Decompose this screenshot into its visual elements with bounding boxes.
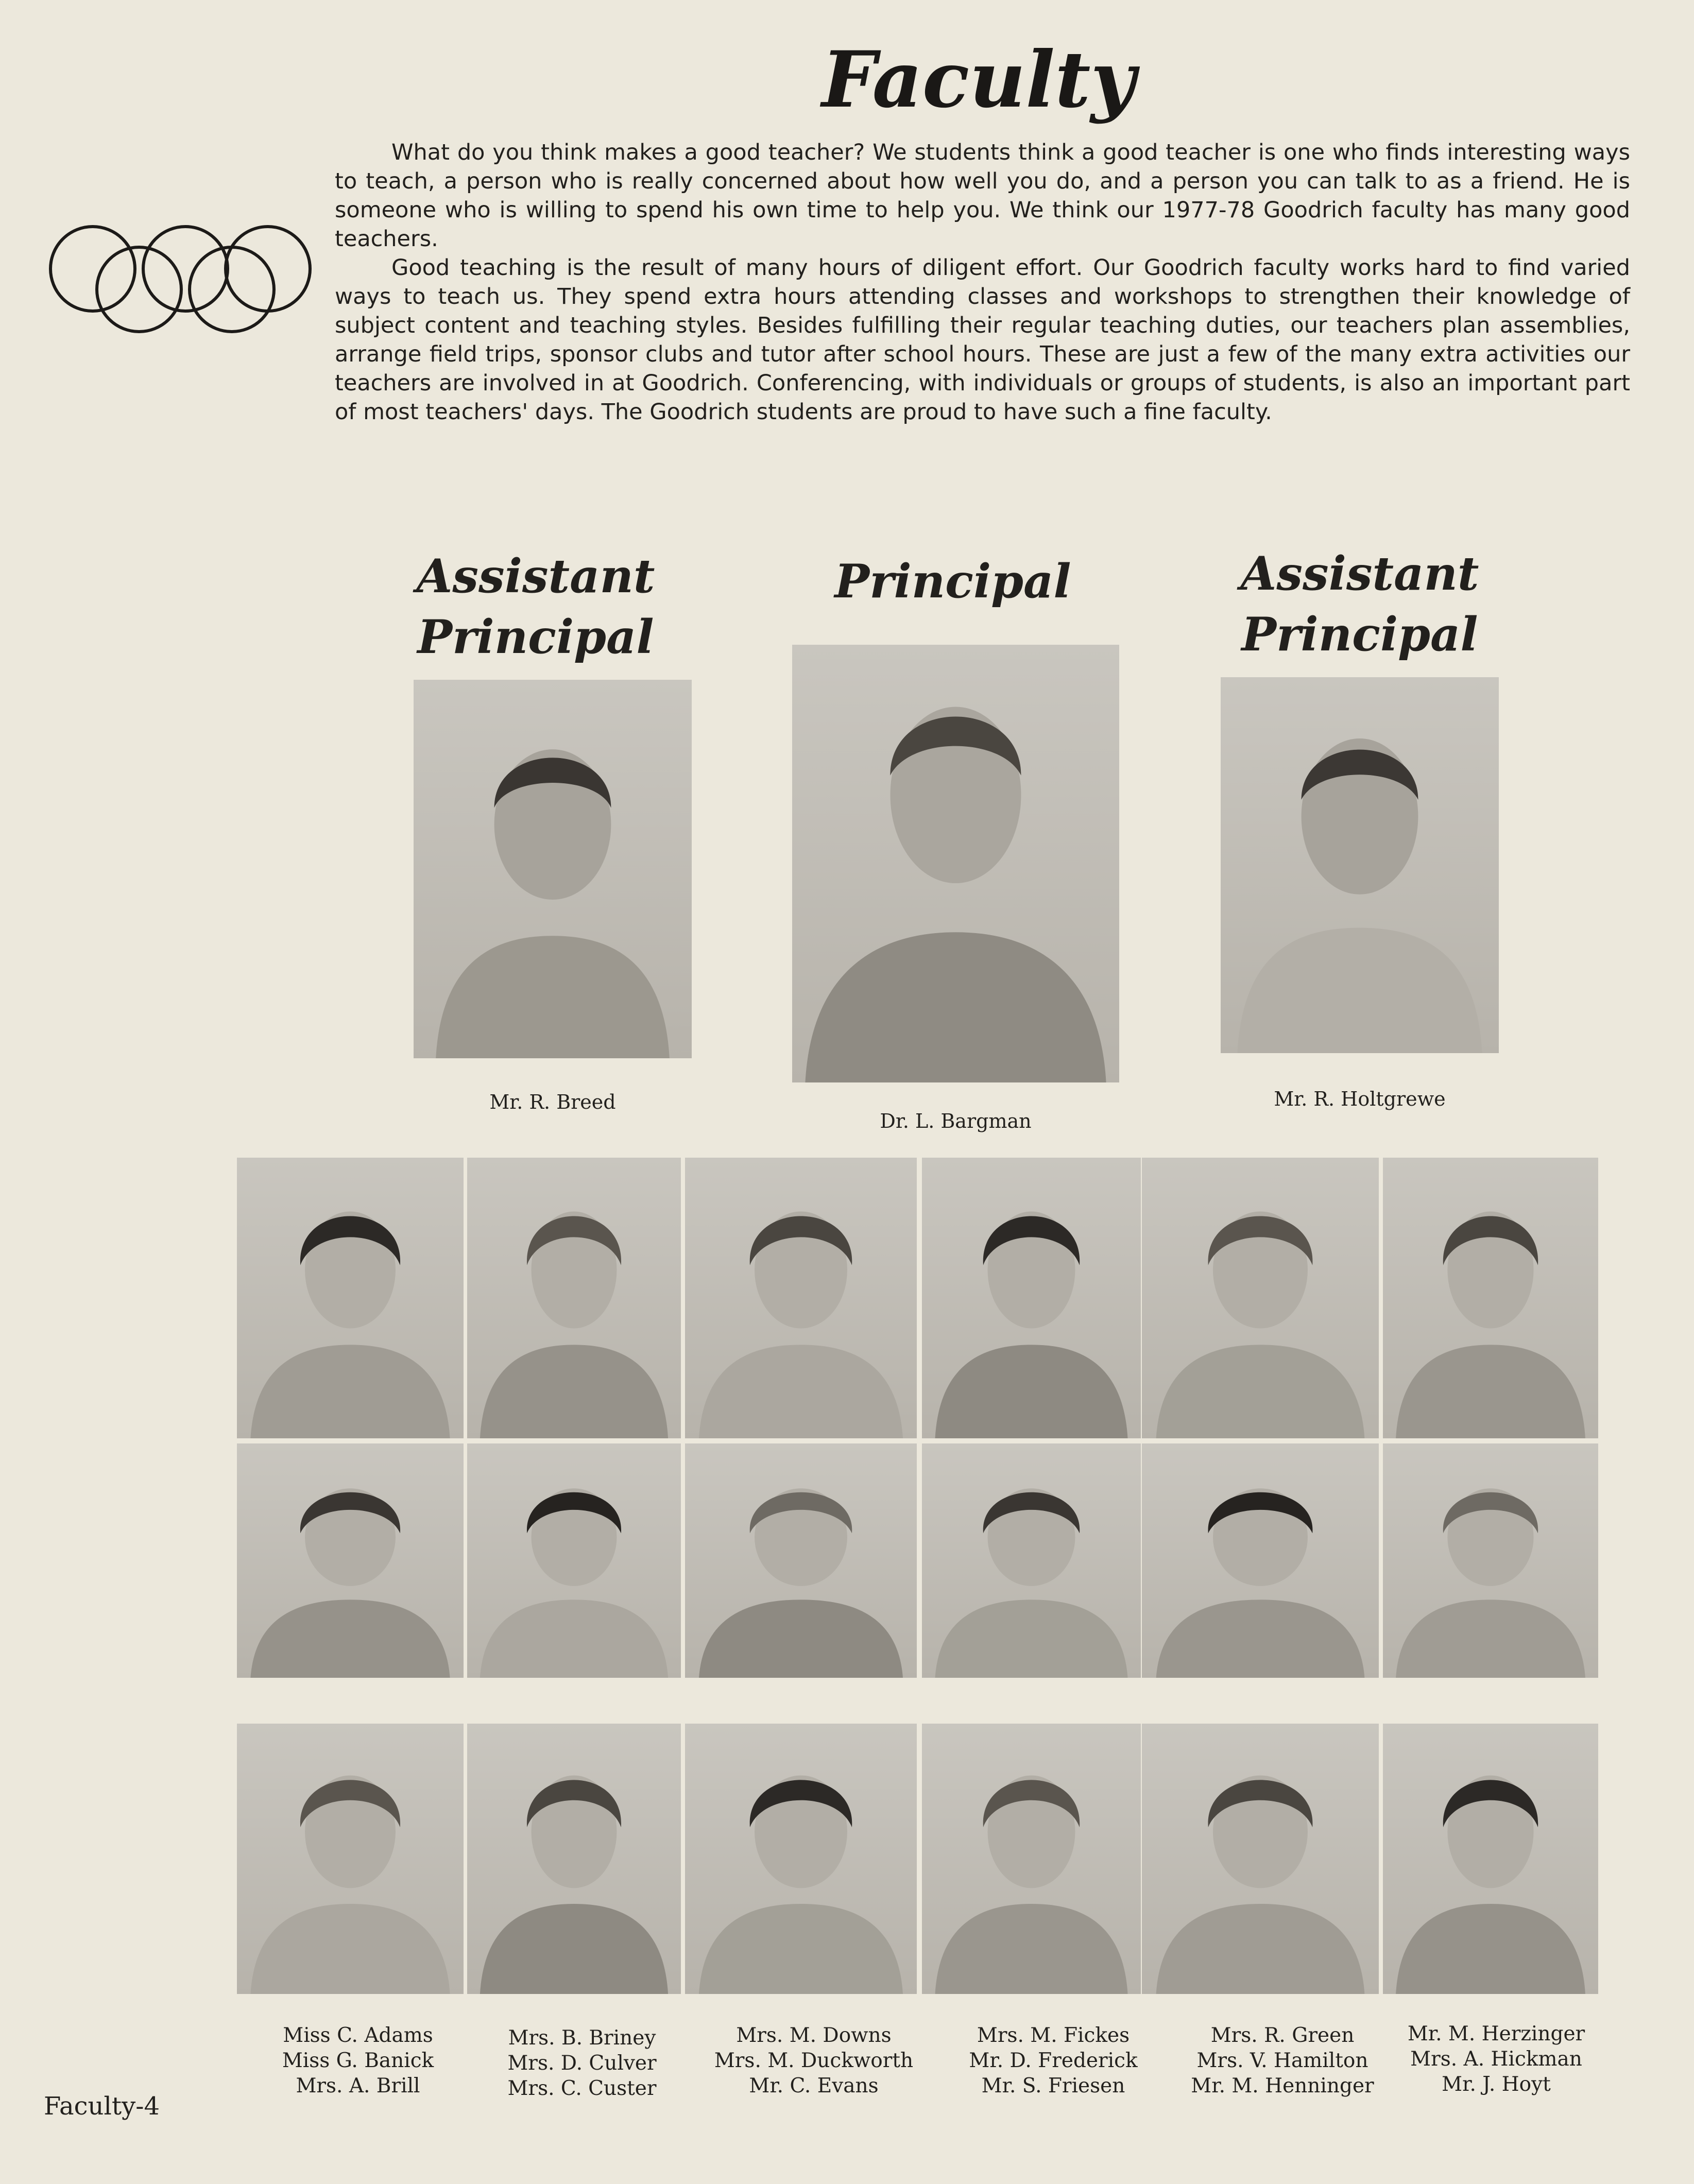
portrait-placeholder-icon bbox=[237, 1158, 464, 1438]
faculty-portrait bbox=[685, 1158, 917, 1438]
faculty-portrait bbox=[237, 1158, 464, 1438]
admin-portrait-left bbox=[414, 680, 692, 1058]
faculty-portrait bbox=[467, 1158, 681, 1438]
faculty-portrait bbox=[1142, 1724, 1379, 1994]
portrait-placeholder-icon bbox=[922, 1158, 1141, 1438]
portrait-placeholder-icon bbox=[237, 1724, 464, 1994]
portrait-placeholder-icon bbox=[467, 1158, 681, 1438]
faculty-portrait bbox=[922, 1443, 1141, 1678]
portrait-placeholder-icon bbox=[1142, 1158, 1379, 1438]
portrait-placeholder-icon bbox=[922, 1724, 1141, 1994]
faculty-portrait bbox=[922, 1724, 1141, 1994]
portrait-placeholder-icon bbox=[922, 1443, 1141, 1678]
faculty-names-column-6 bbox=[1380, 2021, 1612, 2097]
heading-line: Principal bbox=[417, 610, 654, 664]
intro-paragraph-2: Good teaching is the result of many hours of diligent effort. Our Goodrich faculty works hard to find varied ways to teach us. They spend extra hours attending classes and workshops to strengthen their knowledge of subject content and teaching styles. Besides fulfilling their regular teaching duties, our teachers plan assemblies, arrange field trips, sponsor clubs and tutor after school hours. These are just a few of the many extra activities our teachers are involved in at Goodrich. Conferencing, with individuals or groups of students, is also an important part of most teachers' days. The Goodrich students are proud to have such a fine faculty. bbox=[335, 255, 1630, 425]
faculty-name: Mrs. C. Custer bbox=[507, 2077, 657, 2100]
faculty-names-column-2 bbox=[469, 2025, 695, 2101]
faculty-name: Mrs. B. Briney bbox=[508, 2026, 656, 2050]
heading-line: Principal bbox=[1241, 607, 1478, 662]
portrait-placeholder-icon bbox=[685, 1724, 917, 1994]
portrait-placeholder-icon bbox=[467, 1724, 681, 1994]
faculty-names-column-3 bbox=[685, 2023, 943, 2099]
faculty-name: Mrs. M. Fickes bbox=[977, 2024, 1130, 2047]
principal-heading bbox=[803, 551, 1102, 612]
admin-name-center: Dr. L. Bargman bbox=[880, 1110, 1032, 1132]
faculty-portrait bbox=[685, 1724, 917, 1994]
faculty-portrait bbox=[685, 1443, 917, 1678]
faculty-name: Mrs. M. Duckworth bbox=[714, 2049, 914, 2072]
faculty-name: Mrs. V. Hamilton bbox=[1196, 2049, 1368, 2072]
faculty-portrait bbox=[237, 1724, 464, 1994]
faculty-name: Mrs. M. Downs bbox=[736, 2024, 892, 2047]
faculty-portrait bbox=[922, 1158, 1141, 1438]
faculty-portrait bbox=[467, 1443, 681, 1678]
faculty-name: Mr. C. Evans bbox=[749, 2074, 879, 2097]
faculty-names-column-4 bbox=[937, 2023, 1169, 2099]
portrait-placeholder-icon bbox=[467, 1443, 681, 1678]
intro-paragraph-1: What do you think makes a good teacher? We students think a good teacher is one who finds interesting ways to teach, a person who is really concerned about how well you do, and a person you can talk to as a friend. He is someone who is willing to spend his own time to help you. We think our 1977-78 Goodrich faculty has many good teachers. bbox=[335, 140, 1630, 252]
faculty-name: Mr. D. Frederick bbox=[969, 2049, 1138, 2072]
portrait-placeholder-icon bbox=[685, 1443, 917, 1678]
assistant-principal-heading-left bbox=[391, 546, 680, 667]
faculty-name: Mr. M. Henninger bbox=[1191, 2074, 1374, 2097]
faculty-name: Miss C. Adams bbox=[283, 2024, 433, 2047]
faculty-portrait bbox=[1383, 1724, 1598, 1994]
portrait-placeholder-icon bbox=[1383, 1158, 1598, 1438]
faculty-portrait bbox=[1142, 1158, 1379, 1438]
portrait-placeholder-icon bbox=[237, 1443, 464, 1678]
faculty-names-column-5 bbox=[1169, 2023, 1396, 2099]
portrait-placeholder-icon bbox=[1383, 1724, 1598, 1994]
assistant-principal-heading-right bbox=[1216, 543, 1504, 665]
faculty-names-column-1 bbox=[245, 2023, 471, 2099]
faculty-name: Mrs. A. Brill bbox=[296, 2074, 420, 2097]
portrait-placeholder-icon bbox=[1142, 1724, 1379, 1994]
admin-portrait-right bbox=[1221, 677, 1499, 1053]
faculty-name: Mr. J. Hoyt bbox=[1442, 2073, 1551, 2096]
portrait-placeholder-icon bbox=[414, 680, 692, 1058]
faculty-portrait bbox=[1383, 1443, 1598, 1678]
faculty-portrait bbox=[1142, 1443, 1379, 1678]
admin-name-left: Mr. R. Breed bbox=[489, 1091, 616, 1113]
portrait-placeholder-icon bbox=[685, 1158, 917, 1438]
portrait-placeholder-icon bbox=[792, 645, 1119, 1082]
heading-line: Assistant bbox=[1240, 546, 1479, 601]
intro-text bbox=[335, 138, 1630, 426]
admin-portrait-center bbox=[792, 645, 1119, 1082]
heading-line: Principal bbox=[834, 554, 1071, 609]
portrait-placeholder-icon bbox=[1142, 1443, 1379, 1678]
faculty-portrait bbox=[467, 1724, 681, 1994]
faculty-name: Mrs. D. Culver bbox=[507, 2052, 657, 2075]
olympic-rings-icon bbox=[45, 221, 313, 345]
portrait-placeholder-icon bbox=[1383, 1443, 1598, 1678]
admin-name-right: Mr. R. Holtgrewe bbox=[1274, 1088, 1446, 1110]
faculty-name: Mrs. R. Green bbox=[1210, 2024, 1355, 2047]
faculty-name: Mr. M. Herzinger bbox=[1407, 2022, 1585, 2045]
portrait-placeholder-icon bbox=[1221, 677, 1499, 1053]
page-title: Faculty bbox=[822, 35, 1136, 125]
faculty-name: Miss G. Banick bbox=[282, 2049, 434, 2072]
page-label: Faculty-4 bbox=[44, 2092, 160, 2121]
faculty-name: Mrs. A. Hickman bbox=[1410, 2048, 1582, 2071]
faculty-portrait bbox=[1383, 1158, 1598, 1438]
faculty-name: Mr. S. Friesen bbox=[981, 2074, 1125, 2097]
heading-line: Assistant bbox=[416, 549, 655, 604]
faculty-portrait bbox=[237, 1443, 464, 1678]
